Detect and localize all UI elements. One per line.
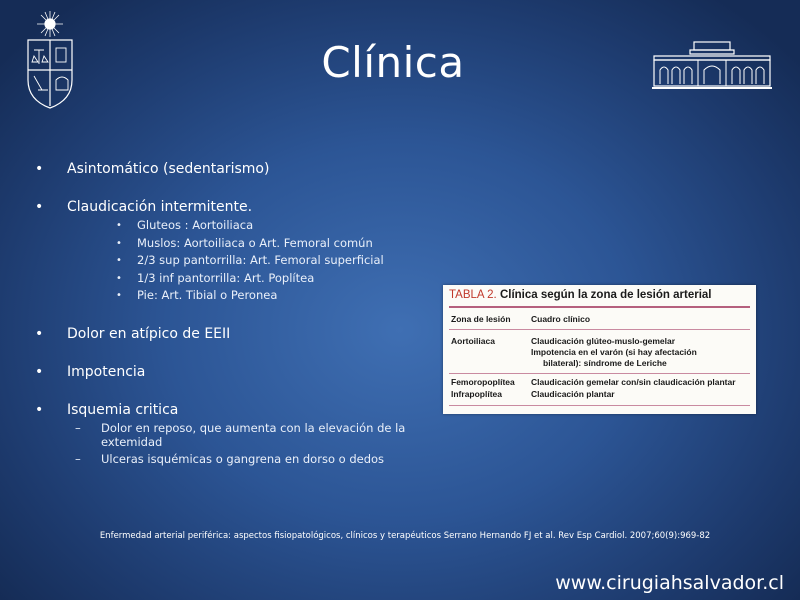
sub-bullet-item [30,252,420,270]
bullet-marker: • [35,199,44,215]
sub-bullet-text: Pie: Art. Tibial o Peronea [137,288,278,302]
table-cell-line: Claudicación glúteo-muslo-gemelar [531,336,676,346]
bullet-text: Impotencia [67,363,146,380]
bullet-item [30,160,420,178]
table-caption-text: Clínica según la zona de lesión arterial [499,289,712,301]
sub-bullet-item [30,287,420,305]
dash-list [30,421,420,466]
table-cell-clinical [531,336,697,369]
sub-bullet-marker: • [116,255,122,266]
bullet-item [30,401,420,419]
sub-bullet-text: Muslos: Aortoiliaca o Art. Femoral común [137,235,373,250]
bullet-item [30,325,420,343]
table-cell-zone: Aortoiliaca [451,336,495,346]
sub-bullet-marker: • [116,220,122,231]
sub-bullet-text: Gluteos : Aortoiliaca [137,218,254,232]
sub-bullet-text: 1/3 inf pantorrilla: Art. Poplítea [137,270,315,285]
bullet-marker: • [35,363,44,380]
slide-title: Clínica [321,38,465,87]
website-url: www.cirugiahsalvador.cl [555,572,784,594]
table-cell-clinical: Claudicación gemelar con/sin claudicación plantar [531,377,736,387]
bullet-item [30,198,420,216]
dash-text: Ulceras isquémicas o gangrena en dorso o dedos [101,451,385,466]
table-rule [449,373,750,374]
bullet-marker: • [35,325,44,342]
table-rule [449,306,750,308]
sub-bullet-marker: • [116,272,122,284]
sub-bullet-item [30,217,420,235]
bullet-list [30,160,420,469]
table-header-clinical: Cuadro clínico [531,314,591,324]
table-rule [449,329,750,330]
table-cell-line: Impotencia en el varón (si hay afectación [531,347,697,357]
clinical-table [443,285,756,414]
table-cell-zone: Infrapoplítea [451,389,503,399]
sub-bullet-marker: • [116,237,122,249]
bullet-text: Isquemia critica [67,401,179,418]
sub-bullet-marker: • [116,290,122,301]
table-caption-label: TABLA 2. [449,289,497,301]
table-cell-clinical: Claudicación plantar [531,389,615,399]
dash-marker: – [75,451,81,466]
sub-bullet-item [30,235,420,253]
dash-text: Dolor en reposo, que aumenta con la elevación de la extemidad [101,420,406,449]
table-header-zone: Zona de lesión [451,314,511,324]
table-caption [449,289,711,301]
table-cell-line: bilateral): síndrome de Leriche [543,358,667,368]
bullet-marker: • [35,161,44,177]
dash-item [30,421,420,449]
sub-bullet-list [30,217,420,305]
reference-footnote: Enfermedad arterial periférica: aspectos fisiopatológicos, clínicos y terapéuticos Serrano Hernando FJ et al. Rev Esp Cardiol. 2007;60(9):969-82 [99,531,711,541]
dash-marker: – [75,420,81,435]
bullet-text: Claudicación intermitente. [67,199,253,215]
bullet-text: Dolor en atípico de EEII [67,325,231,342]
sub-bullet-text: 2/3 sup pantorrilla: Art. Femoral superficial [137,253,384,267]
table-cell-zone: Femoropoplítea [451,377,515,387]
bullet-text: Asintomático (sedentarismo) [67,161,270,177]
bullet-marker: • [35,401,44,418]
sub-bullet-item [30,270,420,288]
bullet-item [30,363,420,381]
dash-item [30,452,420,466]
table-rule [449,405,750,406]
